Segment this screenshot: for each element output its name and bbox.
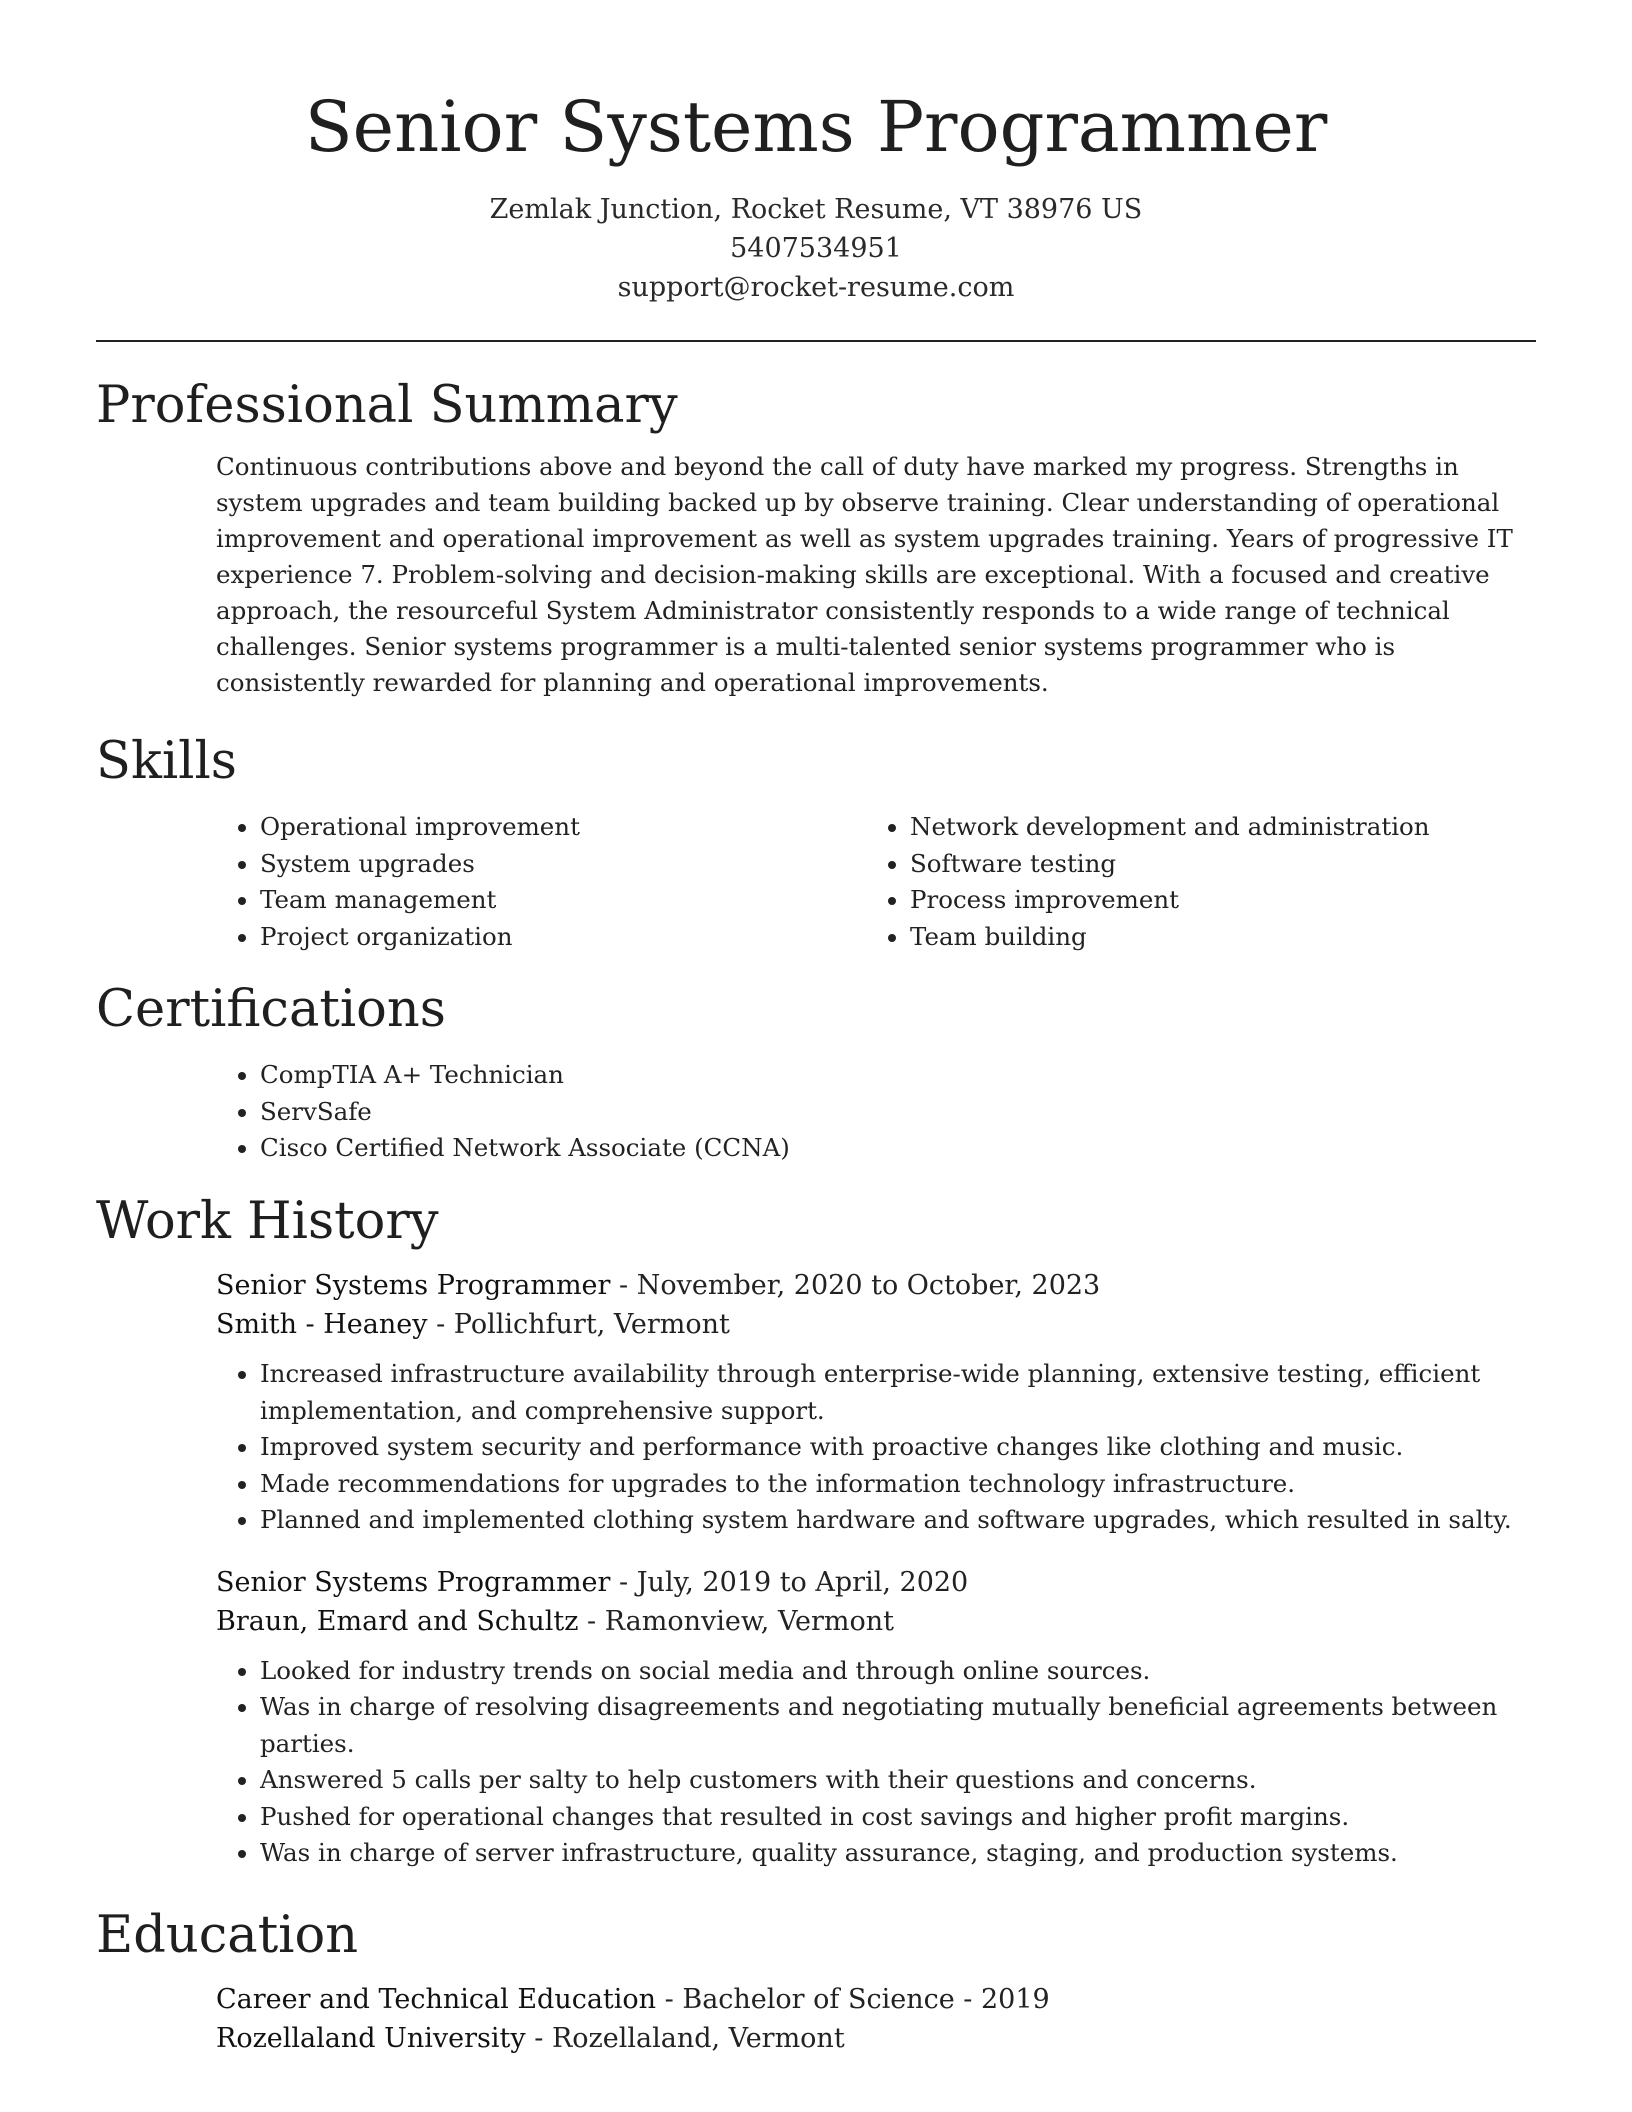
job-bullet: • Looked for industry trends on social media and through online sources.: [260, 1653, 1536, 1690]
job-bullet: • Was in charge of resolving disagreements and negotiating mutually beneficial agreements between parties.: [260, 1689, 1536, 1762]
education-degree: - Bachelor of Science - 2019: [656, 1984, 1050, 2015]
job-bullets: [216, 1653, 1536, 1872]
certification-item: • CompTIA A+ Technician: [260, 1057, 1536, 1094]
skill-item: • Team management: [260, 882, 866, 919]
job-role: Senior Systems Programmer: [216, 1270, 611, 1301]
job-entry: [216, 1266, 1536, 1539]
summary-title: Professional Summary: [96, 376, 678, 435]
job-company: Braun, Emard and Schultz: [216, 1605, 579, 1637]
job-bullet: • Planned and implemented clothing system hardware and software upgrades, which resulted in salty.: [260, 1502, 1536, 1539]
phone: 5407534951: [730, 233, 902, 264]
job-location: - Pollichfurt, Vermont: [427, 1309, 730, 1340]
job-entry: [216, 1563, 1536, 1872]
job-bullet: • Improved system security and performance with proactive changes like clothing and music.: [260, 1429, 1536, 1466]
job-bullet: • Made recommendations for upgrades to the information technology infrastructure.: [260, 1466, 1536, 1503]
work-history-section: [96, 1190, 1536, 1872]
summary-text: Continuous contributions above and beyond the call of duty have marked my progress. Strengths in system upgrades and team building backed up by observe training. Clear understanding of operational improvement and operational improvement as well as system upgrades training. Years of progressive IT experience 7. Problem-solving and decision-making skills are exceptional. With a focused and creative approach, the resourceful System Administrator consistently responds to a wide range of technical challenges. Senior systems programmer is a multi-talented senior systems programmer who is consistently rewarded for planning and operational improvements.: [216, 452, 1513, 697]
job-company-line: [216, 1305, 1536, 1344]
education-section: [96, 1904, 1536, 2058]
job-bullet: • Answered 5 calls per salty to help customers with their questions and concerns.: [260, 1762, 1536, 1799]
resume-header: [0, 0, 1632, 307]
certifications-list: [216, 1057, 1536, 1167]
job-bullet: • Increased infrastructure availability through enterprise-wide planning, extensive testing, efficient implementation, and comprehensive support.: [260, 1356, 1536, 1429]
email: support@rocket-resume.com: [617, 272, 1015, 303]
contact-info: [0, 190, 1632, 307]
certifications-section: [96, 978, 1536, 1167]
certification-item: • Cisco Certified Network Associate (CCNA): [260, 1130, 1536, 1167]
job-company: Smith - Heaney: [216, 1309, 428, 1340]
job-role: Senior Systems Programmer: [216, 1566, 611, 1598]
certifications-title: Certifications: [96, 980, 446, 1039]
skills-column-left: [216, 809, 866, 955]
skill-item: • Software testing: [910, 846, 1516, 883]
job-company-line: [216, 1602, 1536, 1641]
job-title-line: [216, 1563, 1536, 1602]
skill-item: • Operational improvement: [260, 809, 866, 846]
skills-column-right: [866, 809, 1516, 955]
education-title: Education: [96, 1906, 359, 1965]
summary-section: [96, 374, 1536, 701]
education-degree-line: [216, 1980, 1536, 2019]
candidate-name: Senior Systems Programmer: [304, 86, 1328, 168]
address: Zemlak Junction, Rocket Resume, VT 38976 US: [489, 194, 1143, 225]
certification-item: • ServSafe: [260, 1094, 1536, 1131]
job-bullet: • Pushed for operational changes that resulted in cost savings and higher profit margins.: [260, 1799, 1536, 1836]
job-location: - Ramonview, Vermont: [578, 1605, 894, 1637]
skills-section: [96, 730, 1536, 955]
education-field: Career and Technical Education: [216, 1984, 657, 2015]
work-history-title: Work History: [96, 1192, 439, 1251]
education-school: Rozellaland University: [216, 2023, 526, 2054]
education-entry: [216, 1980, 1536, 2058]
skills-title: Skills: [96, 732, 237, 791]
job-bullet: • Was in charge of server infrastructure, quality assurance, staging, and production systems.: [260, 1835, 1536, 1872]
job-dates: - November, 2020 to October, 2023: [610, 1270, 1101, 1301]
job-dates: - July, 2019 to April, 2020: [610, 1566, 969, 1598]
skills-grid: [216, 809, 1536, 955]
skill-item: • Team building: [910, 919, 1516, 956]
job-title-line: [216, 1266, 1536, 1305]
job-bullets: [216, 1356, 1536, 1539]
skill-item: • Network development and administration: [910, 809, 1516, 846]
education-school-line: [216, 2019, 1536, 2058]
header-divider: [96, 340, 1536, 342]
skill-item: • Project organization: [260, 919, 866, 956]
education-location: - Rozellaland, Vermont: [525, 2023, 845, 2054]
skill-item: • Process improvement: [910, 882, 1516, 919]
skill-item: • System upgrades: [260, 846, 866, 883]
